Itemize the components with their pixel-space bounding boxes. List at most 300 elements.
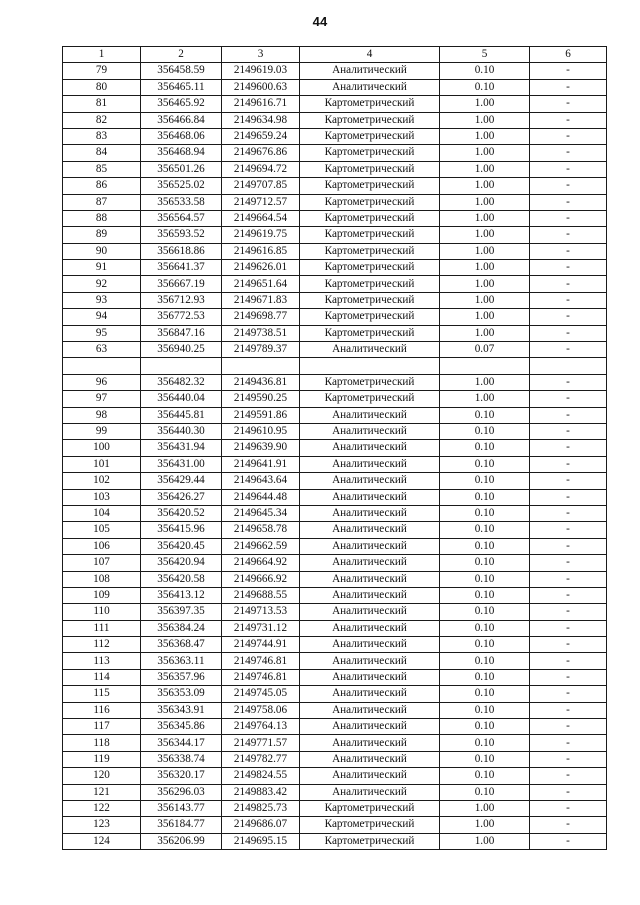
table-header-row (63, 47, 607, 63)
coordinate-x-cell: 356482.32 (141, 374, 222, 390)
accuracy-cell: 1.00 (440, 243, 530, 259)
note-cell: - (530, 538, 607, 554)
coordinate-y-cell: 2149600.63 (222, 79, 300, 95)
method-cell: Картометрический (300, 260, 440, 276)
method-cell: Картометрический (300, 243, 440, 259)
method-cell: Аналитический (300, 473, 440, 489)
note-cell: - (530, 63, 607, 79)
point-number-cell: 108 (63, 571, 141, 587)
note-cell: - (530, 342, 607, 358)
note-cell: - (530, 669, 607, 685)
coordinate-x-cell: 356431.00 (141, 456, 222, 472)
note-cell: - (530, 620, 607, 636)
coordinate-y-cell: 2149664.54 (222, 210, 300, 226)
note-cell: - (530, 784, 607, 800)
table-row (63, 407, 607, 423)
coordinate-y-cell: 2149695.15 (222, 833, 300, 849)
point-number-cell: 97 (63, 391, 141, 407)
table-row (63, 423, 607, 439)
note-cell: - (530, 489, 607, 505)
accuracy-cell: 0.10 (440, 571, 530, 587)
accuracy-cell: 1.00 (440, 800, 530, 816)
point-number-cell: 100 (63, 440, 141, 456)
point-number-cell: 117 (63, 719, 141, 735)
accuracy-cell: 0.10 (440, 473, 530, 489)
accuracy-cell: 1.00 (440, 178, 530, 194)
point-number-cell: 86 (63, 178, 141, 194)
coordinate-y-cell: 2149616.71 (222, 96, 300, 112)
method-cell: Картометрический (300, 128, 440, 144)
method-cell: Аналитический (300, 587, 440, 603)
point-number-cell: 88 (63, 210, 141, 226)
table-row (63, 292, 607, 308)
note-cell: - (530, 522, 607, 538)
coordinate-x-cell: 356353.09 (141, 686, 222, 702)
method-cell: Аналитический (300, 342, 440, 358)
table-row (63, 309, 607, 325)
coordinate-y-cell: 2149644.48 (222, 489, 300, 505)
accuracy-cell: 1.00 (440, 210, 530, 226)
table-row (63, 128, 607, 144)
accuracy-cell: 1.00 (440, 128, 530, 144)
note-cell: - (530, 440, 607, 456)
point-number-cell: 105 (63, 522, 141, 538)
accuracy-cell: 0.10 (440, 440, 530, 456)
point-number-cell: 81 (63, 96, 141, 112)
coordinate-y-cell: 2149639.90 (222, 440, 300, 456)
table-row (63, 751, 607, 767)
method-cell: Картометрический (300, 112, 440, 128)
table-row (63, 112, 607, 128)
note-cell: - (530, 374, 607, 390)
method-cell: Аналитический (300, 555, 440, 571)
note-cell: - (530, 292, 607, 308)
coordinate-y-cell: 2149643.64 (222, 473, 300, 489)
coordinates-table (62, 46, 607, 850)
table-row (63, 555, 607, 571)
coordinate-x-cell: 356431.94 (141, 440, 222, 456)
note-cell: - (530, 128, 607, 144)
table-row (63, 194, 607, 210)
coordinate-x-cell: 356345.86 (141, 719, 222, 735)
method-cell: Аналитический (300, 653, 440, 669)
coordinate-y-cell: 2149671.83 (222, 292, 300, 308)
point-number-cell: 101 (63, 456, 141, 472)
coordinate-x-cell: 356296.03 (141, 784, 222, 800)
note-cell: - (530, 653, 607, 669)
point-number-cell: 90 (63, 243, 141, 259)
coordinate-y-cell: 2149764.13 (222, 719, 300, 735)
accuracy-cell: 1.00 (440, 833, 530, 849)
point-number-cell: 79 (63, 63, 141, 79)
coordinate-x-cell: 356143.77 (141, 800, 222, 816)
accuracy-cell: 1.00 (440, 292, 530, 308)
accuracy-cell: 1.00 (440, 96, 530, 112)
table-row (63, 456, 607, 472)
table-row (63, 243, 607, 259)
note-cell: - (530, 194, 607, 210)
coordinate-x-cell: 356772.53 (141, 309, 222, 325)
note-cell: - (530, 604, 607, 620)
coordinate-x-cell: 356397.35 (141, 604, 222, 620)
accuracy-cell: 0.10 (440, 522, 530, 538)
point-number-cell: 63 (63, 342, 141, 358)
point-number-cell: 82 (63, 112, 141, 128)
coordinate-x-cell: 356501.26 (141, 161, 222, 177)
coordinate-x-cell: 356847.16 (141, 325, 222, 341)
method-cell: Картометрический (300, 227, 440, 243)
coordinate-x-cell: 356420.45 (141, 538, 222, 554)
table-row (63, 178, 607, 194)
accuracy-cell: 0.10 (440, 637, 530, 653)
table-row (63, 522, 607, 538)
coordinate-x-cell: 356420.58 (141, 571, 222, 587)
point-number-cell: 113 (63, 653, 141, 669)
table-row (63, 276, 607, 292)
method-cell: Аналитический (300, 719, 440, 735)
method-cell: Картометрический (300, 161, 440, 177)
table-row (63, 342, 607, 358)
header-cell-col-1: 1 (63, 47, 141, 63)
coordinate-y-cell: 2149738.51 (222, 325, 300, 341)
accuracy-cell: 0.10 (440, 423, 530, 439)
note-cell: - (530, 145, 607, 161)
table-row (63, 79, 607, 95)
coordinate-y-cell: 2149645.34 (222, 505, 300, 521)
accuracy-cell: 0.10 (440, 407, 530, 423)
coordinate-x-cell: 356184.77 (141, 817, 222, 833)
coordinate-y-cell: 2149782.77 (222, 751, 300, 767)
accuracy-cell: 0.10 (440, 555, 530, 571)
point-number-cell: 102 (63, 473, 141, 489)
point-number-cell: 115 (63, 686, 141, 702)
point-number-cell: 104 (63, 505, 141, 521)
point-number-cell: 110 (63, 604, 141, 620)
table-row (63, 702, 607, 718)
note-cell: - (530, 79, 607, 95)
accuracy-cell: 1.00 (440, 309, 530, 325)
method-cell: Картометрический (300, 800, 440, 816)
coordinate-x-cell: 356525.02 (141, 178, 222, 194)
point-number-cell: 118 (63, 735, 141, 751)
method-cell: Аналитический (300, 735, 440, 751)
coordinate-y-cell: 2149688.55 (222, 587, 300, 603)
method-cell: Аналитический (300, 538, 440, 554)
point-number-cell: 121 (63, 784, 141, 800)
table-row (63, 653, 607, 669)
note-cell: - (530, 768, 607, 784)
accuracy-cell: 0.10 (440, 669, 530, 685)
point-number-cell: 92 (63, 276, 141, 292)
point-number-cell: 93 (63, 292, 141, 308)
coordinate-x-cell: 356667.19 (141, 276, 222, 292)
note-cell: - (530, 505, 607, 521)
note-cell: - (530, 456, 607, 472)
coordinate-y-cell: 2149707.85 (222, 178, 300, 194)
method-cell: Аналитический (300, 522, 440, 538)
accuracy-cell: 1.00 (440, 260, 530, 276)
coordinate-y-cell: 2149745.05 (222, 686, 300, 702)
empty-cell (440, 358, 530, 374)
method-cell: Картометрический (300, 374, 440, 390)
coordinate-y-cell: 2149758.06 (222, 702, 300, 718)
coordinate-x-cell: 356712.93 (141, 292, 222, 308)
note-cell: - (530, 800, 607, 816)
method-cell: Аналитический (300, 686, 440, 702)
method-cell: Аналитический (300, 784, 440, 800)
coordinate-x-cell: 356440.30 (141, 423, 222, 439)
coordinate-y-cell: 2149713.53 (222, 604, 300, 620)
coordinate-y-cell: 2149664.92 (222, 555, 300, 571)
accuracy-cell: 1.00 (440, 374, 530, 390)
note-cell: - (530, 276, 607, 292)
coordinate-y-cell: 2149666.92 (222, 571, 300, 587)
header-cell-col-2: 2 (141, 47, 222, 63)
note-cell: - (530, 686, 607, 702)
table-row (63, 604, 607, 620)
note-cell: - (530, 96, 607, 112)
coordinate-y-cell: 2149590.25 (222, 391, 300, 407)
note-cell: - (530, 309, 607, 325)
header-cell-col-4: 4 (300, 47, 440, 63)
table-row (63, 440, 607, 456)
coordinate-y-cell: 2149591.86 (222, 407, 300, 423)
coordinate-x-cell: 356368.47 (141, 637, 222, 653)
point-number-cell: 109 (63, 587, 141, 603)
table-row (63, 489, 607, 505)
table-row (63, 719, 607, 735)
point-number-cell: 120 (63, 768, 141, 784)
point-number-cell: 114 (63, 669, 141, 685)
accuracy-cell: 1.00 (440, 227, 530, 243)
empty-cell (63, 358, 141, 374)
accuracy-cell: 0.10 (440, 768, 530, 784)
note-cell: - (530, 112, 607, 128)
coordinate-y-cell: 2149824.55 (222, 768, 300, 784)
point-number-cell: 94 (63, 309, 141, 325)
empty-cell (141, 358, 222, 374)
coordinate-y-cell: 2149626.01 (222, 260, 300, 276)
coordinate-y-cell: 2149676.86 (222, 145, 300, 161)
table-row (63, 145, 607, 161)
coordinate-x-cell: 356468.06 (141, 128, 222, 144)
coordinate-y-cell: 2149883.42 (222, 784, 300, 800)
accuracy-cell: 0.10 (440, 587, 530, 603)
note-cell: - (530, 227, 607, 243)
point-number-cell: 80 (63, 79, 141, 95)
note-cell: - (530, 702, 607, 718)
accuracy-cell: 0.10 (440, 489, 530, 505)
accuracy-cell: 0.10 (440, 456, 530, 472)
coordinate-x-cell: 356343.91 (141, 702, 222, 718)
method-cell: Аналитический (300, 407, 440, 423)
table-row (63, 505, 607, 521)
accuracy-cell: 0.10 (440, 63, 530, 79)
accuracy-cell: 0.10 (440, 751, 530, 767)
coordinate-y-cell: 2149610.95 (222, 423, 300, 439)
note-cell: - (530, 637, 607, 653)
table-row (63, 391, 607, 407)
table-row (63, 473, 607, 489)
method-cell: Аналитический (300, 604, 440, 620)
coordinate-x-cell: 356641.37 (141, 260, 222, 276)
note-cell: - (530, 587, 607, 603)
point-number-cell: 85 (63, 161, 141, 177)
accuracy-cell: 1.00 (440, 391, 530, 407)
method-cell: Аналитический (300, 440, 440, 456)
point-number-cell: 124 (63, 833, 141, 849)
point-number-cell: 91 (63, 260, 141, 276)
note-cell: - (530, 751, 607, 767)
method-cell: Картометрический (300, 309, 440, 325)
point-number-cell: 95 (63, 325, 141, 341)
point-number-cell: 106 (63, 538, 141, 554)
method-cell: Картометрический (300, 325, 440, 341)
coordinate-x-cell: 356384.24 (141, 620, 222, 636)
coordinate-x-cell: 356357.96 (141, 669, 222, 685)
table-row (63, 620, 607, 636)
point-number-cell: 123 (63, 817, 141, 833)
table-row (63, 686, 607, 702)
method-cell: Аналитический (300, 79, 440, 95)
coordinate-y-cell: 2149658.78 (222, 522, 300, 538)
header-cell-col-6: 6 (530, 47, 607, 63)
note-cell: - (530, 555, 607, 571)
coordinate-y-cell: 2149634.98 (222, 112, 300, 128)
table-row (63, 817, 607, 833)
table-row (63, 227, 607, 243)
coordinate-y-cell: 2149651.64 (222, 276, 300, 292)
point-number-cell: 89 (63, 227, 141, 243)
accuracy-cell: 0.10 (440, 79, 530, 95)
note-cell: - (530, 391, 607, 407)
table-row (63, 637, 607, 653)
method-cell: Аналитический (300, 702, 440, 718)
coordinate-y-cell: 2149694.72 (222, 161, 300, 177)
coordinate-y-cell: 2149616.85 (222, 243, 300, 259)
method-cell: Картометрический (300, 391, 440, 407)
note-cell: - (530, 260, 607, 276)
coordinate-x-cell: 356593.52 (141, 227, 222, 243)
table-row (63, 735, 607, 751)
coordinate-y-cell: 2149712.57 (222, 194, 300, 210)
coordinate-y-cell: 2149619.75 (222, 227, 300, 243)
table-row (63, 587, 607, 603)
method-cell: Аналитический (300, 489, 440, 505)
accuracy-cell: 0.10 (440, 653, 530, 669)
coordinate-y-cell: 2149789.37 (222, 342, 300, 358)
table-row (63, 325, 607, 341)
method-cell: Картометрический (300, 96, 440, 112)
note-cell: - (530, 719, 607, 735)
note-cell: - (530, 178, 607, 194)
accuracy-cell: 0.10 (440, 784, 530, 800)
coordinate-y-cell: 2149436.81 (222, 374, 300, 390)
coordinate-y-cell: 2149686.07 (222, 817, 300, 833)
table-row (63, 260, 607, 276)
accuracy-cell: 1.00 (440, 161, 530, 177)
accuracy-cell: 1.00 (440, 276, 530, 292)
coordinate-y-cell: 2149771.57 (222, 735, 300, 751)
accuracy-cell: 0.10 (440, 735, 530, 751)
coordinate-x-cell: 356533.58 (141, 194, 222, 210)
method-cell: Картометрический (300, 833, 440, 849)
method-cell: Картометрический (300, 178, 440, 194)
coordinate-y-cell: 2149746.81 (222, 669, 300, 685)
point-number-cell: 103 (63, 489, 141, 505)
coordinate-x-cell: 356468.94 (141, 145, 222, 161)
coordinate-x-cell: 356465.11 (141, 79, 222, 95)
note-cell: - (530, 833, 607, 849)
table-row (63, 833, 607, 849)
coordinate-y-cell: 2149619.03 (222, 63, 300, 79)
coordinate-y-cell: 2149746.81 (222, 653, 300, 669)
method-cell: Картометрический (300, 145, 440, 161)
group-separator-row (63, 358, 607, 374)
accuracy-cell: 0.10 (440, 719, 530, 735)
accuracy-cell: 1.00 (440, 325, 530, 341)
point-number-cell: 116 (63, 702, 141, 718)
note-cell: - (530, 161, 607, 177)
method-cell: Аналитический (300, 63, 440, 79)
coordinate-y-cell: 2149698.77 (222, 309, 300, 325)
accuracy-cell: 0.07 (440, 342, 530, 358)
coordinate-x-cell: 356415.96 (141, 522, 222, 538)
point-number-cell: 119 (63, 751, 141, 767)
note-cell: - (530, 325, 607, 341)
coordinate-y-cell: 2149825.73 (222, 800, 300, 816)
point-number-cell: 122 (63, 800, 141, 816)
coordinate-x-cell: 356445.81 (141, 407, 222, 423)
coordinate-x-cell: 356320.17 (141, 768, 222, 784)
point-number-cell: 83 (63, 128, 141, 144)
empty-cell (530, 358, 607, 374)
method-cell: Картометрический (300, 276, 440, 292)
coordinate-y-cell: 2149641.91 (222, 456, 300, 472)
note-cell: - (530, 210, 607, 226)
method-cell: Картометрический (300, 194, 440, 210)
accuracy-cell: 0.10 (440, 702, 530, 718)
method-cell: Картометрический (300, 817, 440, 833)
coordinate-y-cell: 2149744.91 (222, 637, 300, 653)
note-cell: - (530, 473, 607, 489)
coordinate-y-cell: 2149731.12 (222, 620, 300, 636)
table-row (63, 161, 607, 177)
method-cell: Аналитический (300, 768, 440, 784)
point-number-cell: 111 (63, 620, 141, 636)
point-number-cell: 98 (63, 407, 141, 423)
coordinate-x-cell: 356413.12 (141, 587, 222, 603)
note-cell: - (530, 423, 607, 439)
table-row (63, 571, 607, 587)
table-row (63, 63, 607, 79)
method-cell: Аналитический (300, 751, 440, 767)
coordinate-x-cell: 356426.27 (141, 489, 222, 505)
method-cell: Аналитический (300, 505, 440, 521)
accuracy-cell: 1.00 (440, 817, 530, 833)
table-row (63, 210, 607, 226)
method-cell: Аналитический (300, 571, 440, 587)
accuracy-cell: 1.00 (440, 194, 530, 210)
coordinate-x-cell: 356429.44 (141, 473, 222, 489)
table-row (63, 96, 607, 112)
accuracy-cell: 0.10 (440, 620, 530, 636)
point-number-cell: 99 (63, 423, 141, 439)
coordinate-x-cell: 356338.74 (141, 751, 222, 767)
point-number-cell: 96 (63, 374, 141, 390)
method-cell: Аналитический (300, 423, 440, 439)
table-body (63, 63, 607, 850)
